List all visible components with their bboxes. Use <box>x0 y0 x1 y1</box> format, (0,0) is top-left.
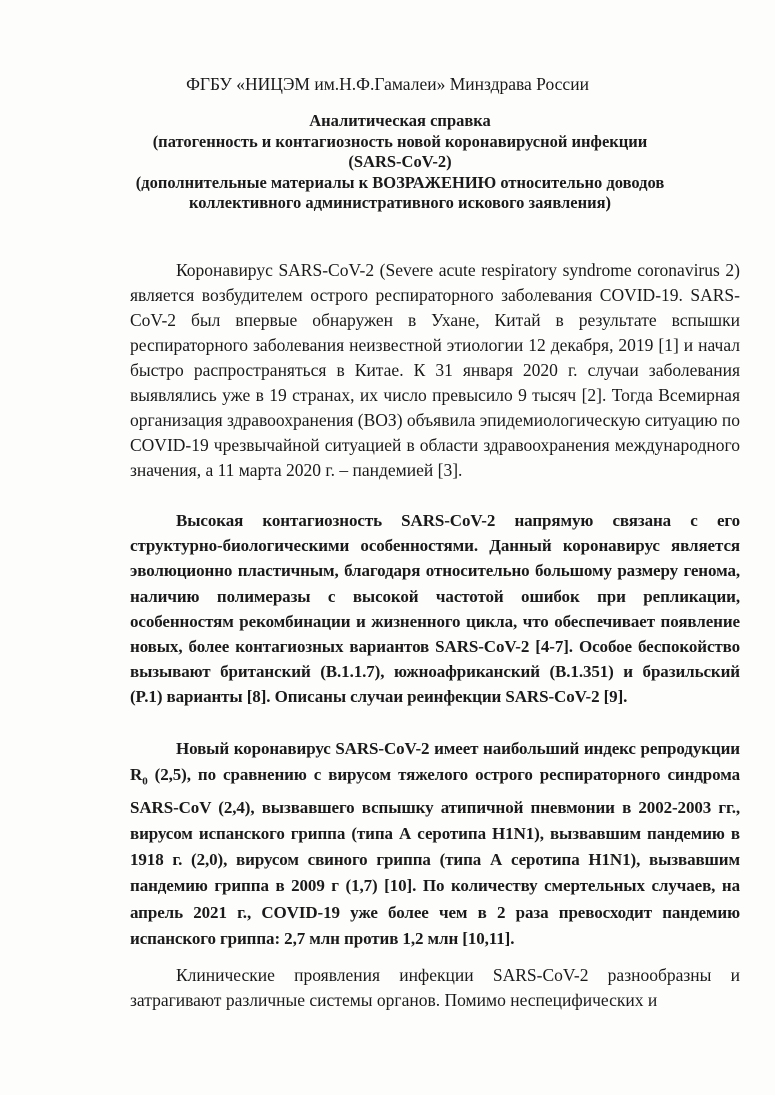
title-line: коллективного административного искового заявления) <box>188 193 612 212</box>
subscript-zero: 0 <box>142 775 148 788</box>
document-title <box>120 111 680 214</box>
paragraph-text: Коронавирус SARS-CoV-2 (Severe acute respiratory syndrome coronavirus 2) является возбудителем острого респираторного заболевания COVID-19. SARS-CoV-2 был впервые обнаружен в Ухане, Китай в результате вспышки респираторного заболевания неизвестной этиологии 12 декабря, 2019 [1] и начал быстро распространяться в Китае. К 31 января 2020 г. случаи заболевания выявлялись уже в 19 странах, их число превысило 9 тысяч [2]. Тогда Всемирная организация здравоохранения (ВОЗ) объявила эпидемиологическую ситуацию по COVID-19 чрезвычайной ситуацией в области здравоохранения международного значения, а 11 марта 2020 г. – пандемией [3]. <box>130 260 740 480</box>
paragraph-reproduction-index <box>130 736 740 952</box>
paragraph-text: Клинические проявления инфекции SARS-CoV-2 разнообразны и затрагивают различные системы органов. Помимо неспецифических и <box>130 965 740 1010</box>
paragraph-text: Высокая контагиозность SARS-CoV-2 напрямую связана с его структурно-биологическими особенностями. Данный коронавирус является эволюционно пластичным, благодаря относительно большому размеру генома, наличию полимеразы с высокой частотой ошибок при репликации, особенностям рекомбинации и жизненного цикла, что обеспечивает появление новых, более контагиозных вариантов SARS-CoV-2 [4-7]. Особое беспокойство вызывают британский (B.1.1.7), южноафриканский (B.1.351) и бразильский (P.1) варианты [8]. Описаны случаи реинфекции SARS-CoV-2 [9]. <box>130 511 740 707</box>
paragraph-text <box>130 736 740 952</box>
organization-header: ФГБУ «НИЦЭМ им.Н.Ф.Гамалеи» Минздрава России <box>186 74 589 94</box>
paragraph-clinical <box>130 963 740 1013</box>
title-line: (SARS-CoV-2) <box>348 152 452 171</box>
title-line: (патогенность и контагиозность новой коронавирусной инфекции <box>152 131 648 151</box>
title-line: (дополнительные материалы к ВОЗРАЖЕНИЮ относительно доводов <box>135 172 665 192</box>
paragraph-text-part: (2,5), по сравнению с вирусом тяжелого острого респираторного синдрома SARS-CoV (2,4), вызвавшего вспышку атипичной пневмонии в 2002-2003 гг., вирусом испанского гриппа (типа А серотипа H1N1), вызвавшим пандемию в 1918 г. (2,0), вирусом свиного гриппа (типа А серотипа H1N1), вызвавшим пандемию гриппа в 2009 г (1,7) [10]. По количеству смертельных случаев, на апрель 2021 г., COVID-19 уже более чем в 2 раза превосходит пандемию испанского гриппа: 2,7 млн против 1,2 млн [10,11]. <box>130 765 740 948</box>
paragraph-contagiousness <box>130 508 740 710</box>
title-line: Аналитическая справка <box>309 111 491 130</box>
paragraph-intro <box>130 258 740 483</box>
paragraph-text-part: Новый коронавирус SARS-CoV-2 имеет наибольший индекс репродукции R <box>130 739 740 785</box>
